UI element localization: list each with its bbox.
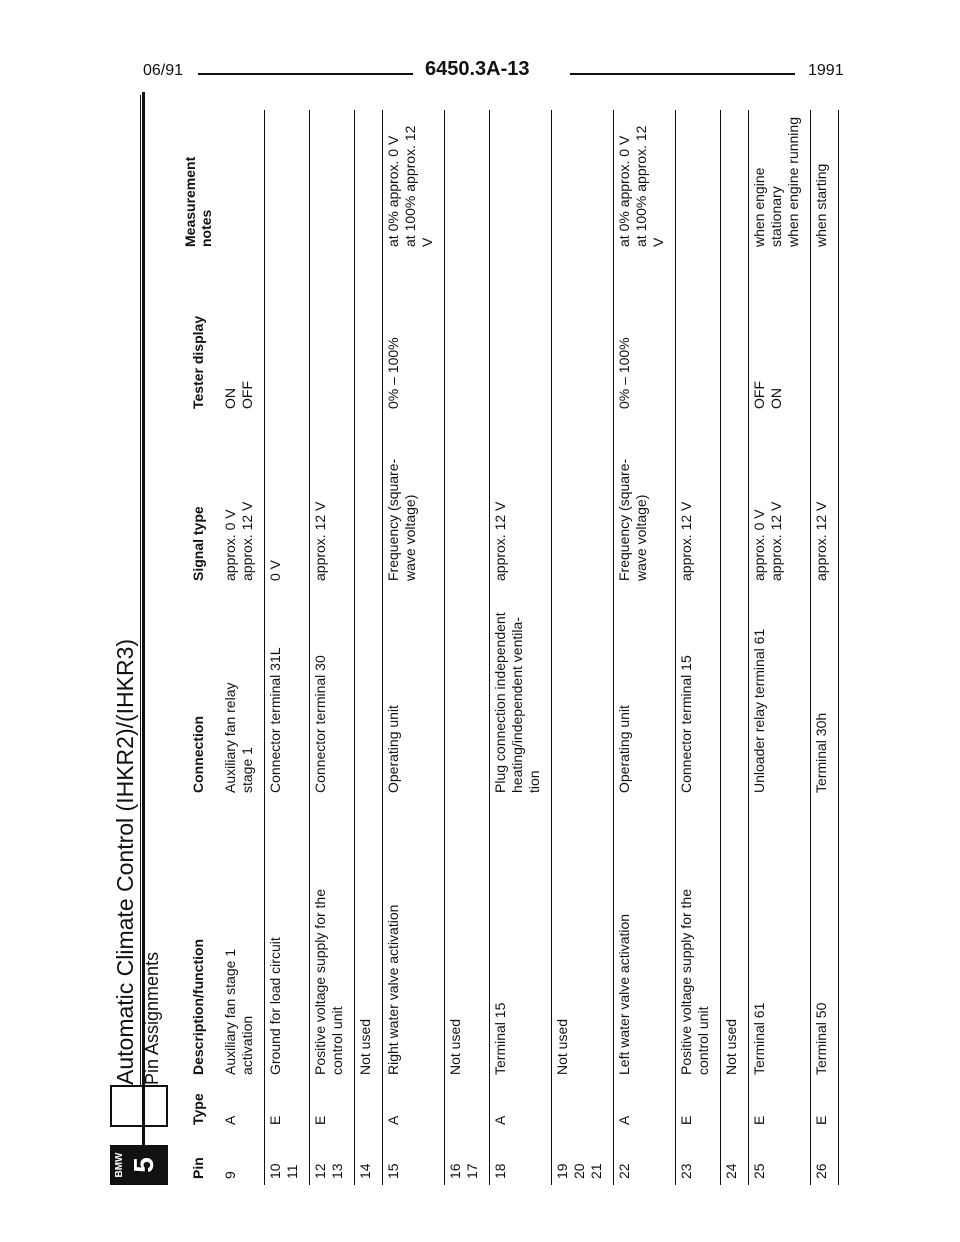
cell-measurement-notes: [265, 110, 310, 253]
header-date: 06/91: [143, 62, 184, 79]
cell-measurement-notes: [220, 110, 265, 253]
cell-tester-display: [310, 253, 355, 415]
table-header-row: [178, 110, 220, 1185]
pin-assignment-table: [178, 110, 839, 1185]
cell-connection: [445, 587, 490, 799]
cell-signal-type: 0 V: [267, 559, 283, 581]
cell-description: Not used: [723, 1018, 739, 1075]
cell-type: E: [267, 1115, 283, 1125]
cell-tester-display: [355, 253, 383, 415]
col-header-type: Type: [190, 1093, 206, 1125]
logo-series: 5: [128, 1157, 159, 1173]
cell-connection: Connector terminal 30: [312, 655, 328, 793]
rotated-page-content: [110, 95, 829, 1185]
cell-connection: [355, 587, 383, 799]
cell-tester-display: ON OFF: [222, 381, 255, 409]
cell-signal-type: [445, 415, 490, 587]
cell-type: [445, 1081, 490, 1131]
cell-type: A: [385, 1115, 401, 1125]
page-title: Automatic Climate Control (IHKR2)/(IHKR3): [112, 638, 138, 1085]
table-row: [749, 110, 811, 1185]
cell-connection: Connector terminal 31L: [267, 647, 283, 793]
cell-pin: 9: [222, 1171, 238, 1179]
cell-signal-type: approx. 0 V approx. 12 V: [751, 501, 784, 581]
cell-tester-display: 0% – 100%: [616, 337, 632, 409]
cell-signal-type: [355, 415, 383, 587]
table-row: [721, 110, 749, 1185]
cell-measurement-notes: at 0% approx. 0 V at 100% approx. 12 V: [385, 125, 435, 247]
cell-pin: 22: [616, 1163, 632, 1179]
cell-pin: 25: [751, 1163, 767, 1179]
table-row: [445, 110, 490, 1185]
cell-measurement-notes: [445, 110, 490, 253]
cell-connection: [552, 587, 614, 799]
col-header-tester-display: Tester display: [190, 315, 206, 409]
cell-connection: Plug connection independent heating/independent ventila- tion: [492, 612, 542, 793]
cell-measurement-notes: [676, 110, 721, 253]
cell-tester-display: [676, 253, 721, 415]
cell-signal-type: Frequency (square- wave voltage): [385, 458, 418, 581]
title-rule: [140, 95, 141, 1085]
cell-tester-display: [265, 253, 310, 415]
cell-description: Ground for load circuit: [267, 937, 283, 1075]
col-header-description: Description/function: [190, 938, 206, 1075]
cell-type: [552, 1081, 614, 1131]
cell-description: Positive voltage supply for the control unit: [312, 889, 345, 1075]
header-doc-number: 6450.3A-13: [425, 58, 530, 80]
cell-measurement-notes: [552, 110, 614, 253]
table-row: [383, 110, 445, 1185]
cell-measurement-notes: [355, 110, 383, 253]
logo-box: [110, 1085, 168, 1127]
cell-connection: Unloader relay terminal 61: [751, 628, 767, 793]
header-rule-left: [198, 73, 413, 75]
table-row: [676, 110, 721, 1185]
cell-tester-display: [552, 253, 614, 415]
cell-description: Not used: [554, 1018, 570, 1075]
cell-pin: 18: [492, 1163, 508, 1179]
table-row: [310, 110, 355, 1185]
cell-tester-display: [490, 253, 552, 415]
table-body: [220, 110, 839, 1185]
cell-signal-type: [552, 415, 614, 587]
cell-tester-display: 0% – 100%: [385, 337, 401, 409]
cell-pin: 15: [385, 1163, 401, 1179]
col-header-signal-type: Signal type: [190, 506, 206, 581]
cell-signal-type: approx. 12 V: [678, 501, 694, 581]
cell-signal-type: approx. 12 V: [312, 501, 328, 581]
cell-description: Positive voltage supply for the control unit: [678, 889, 711, 1075]
cell-connection: Terminal 30h: [813, 712, 829, 793]
col-header-measurement-notes: Measurement notes: [182, 156, 214, 247]
cell-type: A: [616, 1115, 632, 1125]
cell-signal-type: approx. 12 V: [492, 501, 508, 581]
cell-pin: 26: [813, 1163, 829, 1179]
cell-measurement-notes: [310, 110, 355, 253]
table-row: [811, 110, 839, 1185]
header-year: 1991: [808, 62, 844, 79]
cell-description: Terminal 50: [813, 1002, 829, 1075]
cell-tester-display: OFF ON: [751, 381, 784, 409]
cell-connection: Connector terminal 15: [678, 655, 694, 793]
cell-pin: 14: [357, 1163, 373, 1179]
cell-signal-type: approx. 0 V approx. 12 V: [222, 501, 255, 581]
cell-measurement-notes: when starting: [813, 163, 829, 247]
cell-signal-type: approx. 12 V: [813, 501, 829, 581]
cell-pin: 10 11: [267, 1163, 300, 1179]
table-row: [614, 110, 676, 1185]
cell-type: A: [222, 1115, 238, 1125]
cell-measurement-notes: when engine stationary when engine running: [751, 117, 801, 247]
cell-description: Terminal 15: [492, 1002, 508, 1075]
cell-type: E: [312, 1115, 328, 1125]
table-row: [220, 110, 265, 1185]
cell-description: Not used: [357, 1018, 373, 1075]
page-subtitle: Pin Assignments: [142, 951, 162, 1085]
bmw-logo: [110, 1145, 168, 1185]
cell-connection: Operating unit: [616, 705, 632, 793]
table-row: [552, 110, 614, 1185]
cell-measurement-notes: [721, 110, 749, 253]
cell-signal-type: [721, 415, 749, 587]
cell-signal-type: Frequency (square- wave voltage): [616, 458, 649, 581]
cell-type: A: [492, 1115, 508, 1125]
cell-pin: 23: [678, 1163, 694, 1179]
col-header-connection: Connection: [190, 716, 206, 793]
cell-type: [721, 1081, 749, 1131]
cell-type: E: [813, 1115, 829, 1125]
col-header-pin: Pin: [190, 1157, 206, 1179]
header-rule-right: [570, 73, 795, 75]
cell-description: Terminal 61: [751, 1002, 767, 1075]
cell-description: Right water valve activation: [385, 904, 401, 1075]
table-row: [355, 110, 383, 1185]
cell-pin: 12 13: [312, 1163, 345, 1179]
cell-measurement-notes: [490, 110, 552, 253]
cell-tester-display: [811, 253, 839, 415]
cell-tester-display: [721, 253, 749, 415]
cell-pin: 16 17: [447, 1163, 480, 1179]
table-row: [265, 110, 310, 1185]
table-row: [490, 110, 552, 1185]
cell-description: Not used: [447, 1018, 463, 1075]
cell-description: Left water valve activation: [616, 913, 632, 1075]
cell-type: E: [678, 1115, 694, 1125]
cell-type: E: [751, 1115, 767, 1125]
cell-measurement-notes: at 0% approx. 0 V at 100% approx. 12 V: [616, 125, 666, 247]
logo-brand: BMW: [114, 1152, 125, 1178]
cell-type: [355, 1081, 383, 1131]
cell-connection: [721, 587, 749, 799]
cell-connection: Auxiliary fan relay stage 1: [222, 682, 255, 793]
cell-tester-display: [445, 253, 490, 415]
cell-connection: Operating unit: [385, 705, 401, 793]
cell-pin: 24: [723, 1163, 739, 1179]
cell-description: Auxiliary fan stage 1 activation: [222, 948, 255, 1075]
cell-pin: 19 20 21: [554, 1163, 604, 1179]
